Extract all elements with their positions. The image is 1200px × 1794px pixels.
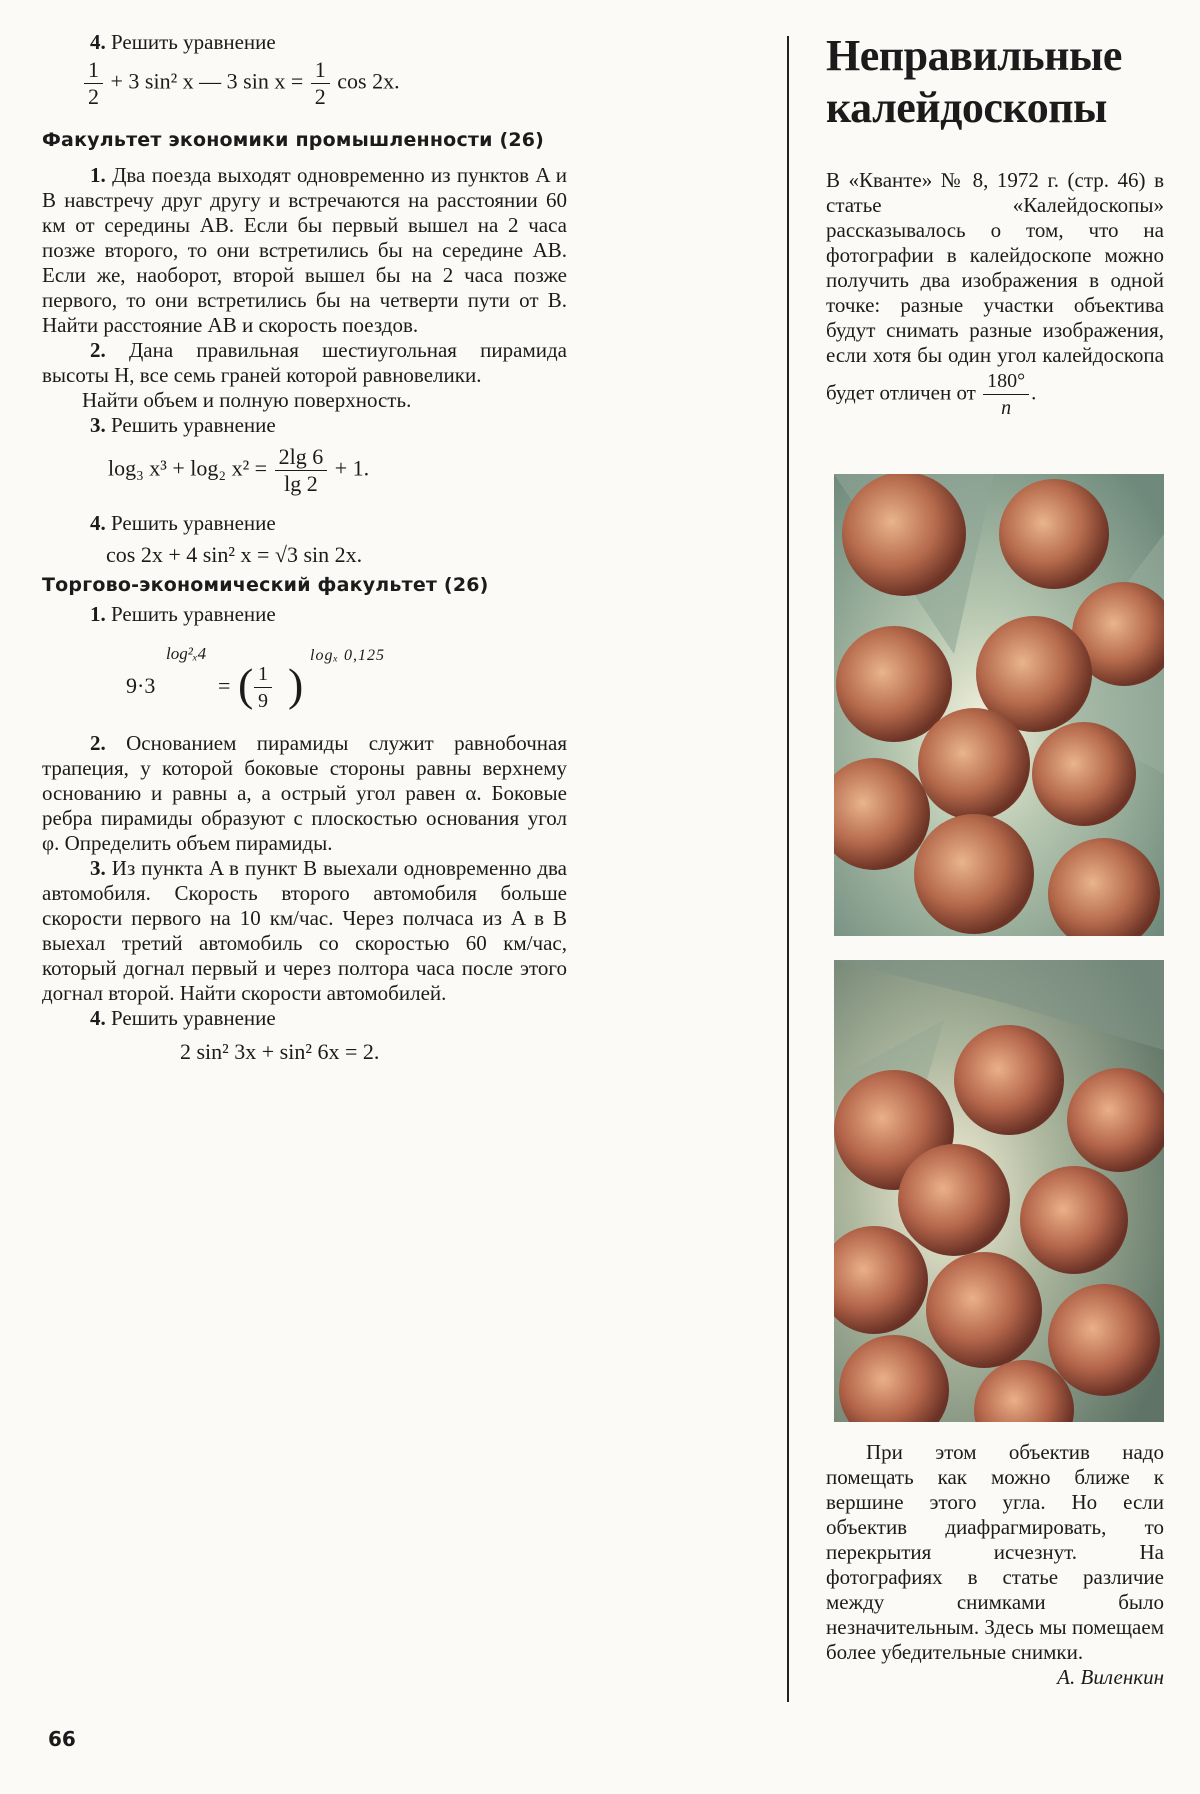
s1-task3-formula: log₃ x³ + log₂ x² = $\frac{2\lg 6}{\lg 2}$ + 1.	[108, 444, 370, 496]
s1-task4: 4. Решить уравнение	[90, 511, 276, 535]
section-title-trade: Торгово-экономический факультет (26)	[42, 574, 489, 596]
article-headline: Неправильные калейдоскопы	[826, 31, 1122, 132]
article-intro: В «Кванте» № 8, 1972 г. (стр. 46) в статье «Калейдоскопы» рассказывалось о том, что на фотографии в калейдоскопе можно получить два изображения в одной точке: разные участки объектива будут снимать разные изображения, если хотя бы один угол калейдоскопа будет отличен от $\frac{180^\circ}{n}$ .	[826, 168, 1164, 419]
s2-task1-formula: 9·3 log²ₓ4 = ( $\frac{1}{9}$ ) logₓ 0,125	[126, 644, 385, 712]
right-column	[826, 30, 1164, 421]
s1-task1: 1. Два поезда выходят одновременно из пунктов A и B навстречу друг другу и встречаются на расстоянии 60 км от середины AB. Если бы первый вышел на 2 часа позже второго, то они встретились бы на середине AB. Если же, наоборот, второй вышел бы на 2 часа позже первого, то они встретились бы на четверти пути от B. Найти расстояние AB и скорость поездов.	[42, 163, 568, 337]
s2-task1: 1. Решить уравнение	[90, 602, 276, 626]
conclusion-text: При этом объектив надо помещать как можно ближе к вершине этого угла. Но если объектив диафрагмировать, то перекрытия исчезнут. На фотографиях в статье различие между снимками было незначительным. Здесь мы помещаем более убедительные снимки.	[826, 1440, 1164, 1664]
column-divider	[787, 36, 789, 1702]
s1-task4-formula: cos 2x + 4 sin² x = √3 sin 2x.	[106, 542, 363, 567]
s2-task4-formula: 2 sin² 3x + sin² 6x = 2.	[180, 1039, 380, 1064]
kaleidoscope-photo-2	[834, 960, 1164, 1422]
s2-task3: 3. Из пункта A в пункт B выехали одновременно два автомобиля. Скорость второго автомобиля больше скорости первого на 10 км/час. Через полчаса из A в B выехал третий автомобиль со скоростью 60 км/час, который догнал первый и через полтора часа после этого догнал второй. Найти скорости автомобилей.	[42, 856, 568, 1005]
article-author: А. Виленкин	[1057, 1665, 1164, 1689]
kaleidoscope-photo-1	[834, 474, 1164, 936]
s1-task3: 3. Решить уравнение	[90, 413, 276, 437]
s1-task2-question: Найти объем и полную поверхность.	[82, 388, 412, 412]
s2-task4: 4. Решить уравнение	[90, 1006, 276, 1030]
s2-task2: 2. Основанием пирамиды служит равнобочная трапеция, у которой боковые стороны равны верхнему основанию и равны a, а острый угол равен α. Боковые ребра пирамиды образуют с плоскостью основания угол φ. Определить объем пирамиды.	[42, 731, 568, 855]
left-column	[42, 30, 567, 1064]
s1-task2: 2. Дана правильная шестиугольная пирамида высоты H, все семь граней которой равновелики.	[42, 338, 567, 387]
top-task-formula: $\frac{1}{2}$ + 3 sin² x — 3 sin x = $\frac{1}{2}$ cos 2x.	[42, 57, 567, 110]
article-conclusion	[826, 1440, 1164, 1690]
section-title-industrial: Факультет экономики промышленности (26)	[42, 129, 545, 151]
page-number: 66	[48, 1727, 76, 1751]
top-task-heading: 4. Решить уравнение	[90, 30, 276, 54]
